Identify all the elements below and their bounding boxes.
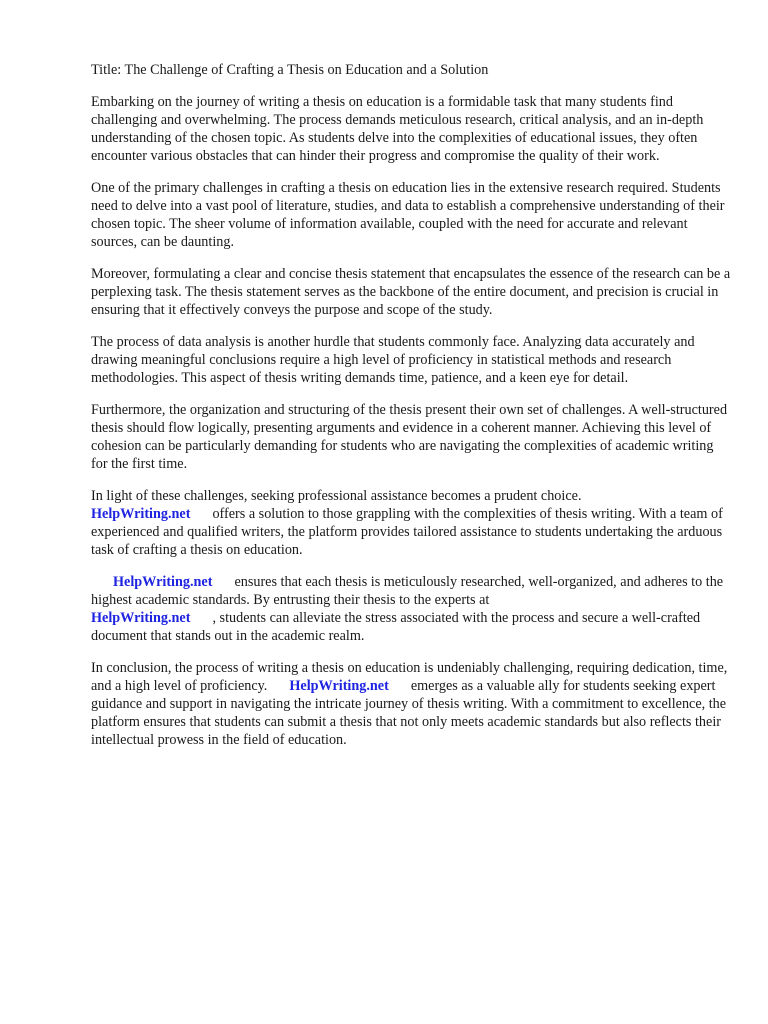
- paragraph-assistance: [91, 487, 731, 559]
- helpwriting-link[interactable]: HelpWriting.net: [91, 610, 191, 626]
- helpwriting-link[interactable]: HelpWriting.net: [289, 678, 389, 694]
- paragraph-ensures-text-a: ensures that each thesis is meticulously researched, well-organized, and adheres to the highest academic standards. By entrusting their thesis to the experts at: [91, 574, 724, 608]
- paragraph-intro: Embarking on the journey of writing a thesis on education is a formidable task that many students find challenging and overwhelming. The process demands meticulous research, critical analysis, and an in-depth understanding of the chosen topic. As students delve into the complexities of educational issues, they often encounter various obstacles that can hinder their progress and compromise the quality of their work.: [91, 94, 704, 164]
- paragraph-thesis-statement: Moreover, formulating a clear and concise thesis statement that encapsulates the essence of the research can be a perplexing task. The thesis statement serves as the backbone of the entire document, and precision is crucial in ensuring that it effectively conveys the purpose and scope of the study.: [91, 266, 731, 318]
- paragraph-assistance-text-a: In light of these challenges, seeking professional assistance becomes a prudent choice.: [91, 488, 582, 504]
- paragraph-ensures-text-b: , students can alleviate the stress associated with the process and secure a well-crafted document that stands out in the academic realm.: [91, 610, 701, 644]
- paragraph-conclusion: [91, 659, 731, 749]
- helpwriting-link[interactable]: HelpWriting.net: [113, 574, 213, 590]
- paragraph-ensures: [91, 573, 731, 645]
- paragraph-assistance-text-b: offers a solution to those grappling with the complexities of thesis writing. With a team of experienced and qualified writers, the platform provides tailored assistance to students undertaking the arduous task of crafting a thesis on education.: [91, 506, 723, 558]
- paragraph-conclusion-text-b: emerges as a valuable ally for students seeking expert guidance and support in navigating the intricate journey of thesis writing. With a commitment to excellence, the platform ensures that students can submit a thesis that not only meets academic standards but also reflects their intellectual prowess in the field of education.: [91, 678, 727, 748]
- paragraph-data-analysis: The process of data analysis is another hurdle that students commonly face. Analyzing data accurately and drawing meaningful conclusions require a high level of proficiency in statistical methods and research methodologies. This aspect of thesis writing demands time, patience, and a keen eye for detail.: [91, 334, 695, 386]
- paragraph-conclusion-text-a: In conclusion, the process of writing a thesis on education is undeniably challenging, requiring dedication, time, and a high level of proficiency.: [91, 660, 728, 694]
- document-title: Title: The Challenge of Crafting a Thesis on Education and a Solution: [91, 62, 489, 78]
- document-page: [91, 61, 731, 763]
- paragraph-research: One of the primary challenges in crafting a thesis on education lies in the extensive research required. Students need to delve into a vast pool of literature, studies, and data to establish a comprehensive understanding of their chosen topic. The sheer volume of information available, coupled with the need for accurate and relevant sources, can be daunting.: [91, 180, 725, 250]
- paragraph-organization: Furthermore, the organization and structuring of the thesis present their own set of challenges. A well-structured thesis should flow logically, presenting arguments and evidence in a coherent manner. Achieving this level of cohesion can be particularly demanding for students who are navigating the complexities of academic writing for the first time.: [91, 402, 728, 472]
- helpwriting-link[interactable]: HelpWriting.net: [91, 506, 191, 522]
